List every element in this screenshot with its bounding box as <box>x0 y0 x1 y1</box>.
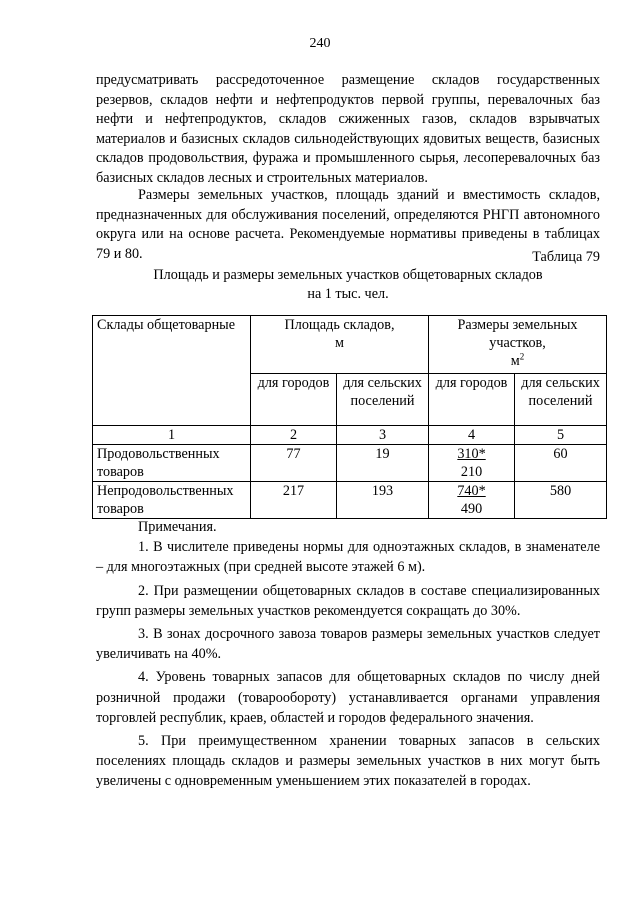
subheader-plot-rural: для сельских поселений <box>515 374 607 426</box>
table-label: Таблица 79 <box>532 249 600 265</box>
cell-area-city: 77 <box>251 445 337 482</box>
cell-area-rural: 193 <box>337 482 429 519</box>
page-number: 240 <box>309 36 331 51</box>
unit-superscript: 2 <box>519 351 525 362</box>
note-item: 5. При преимущественном хранении товарных запасов в сельских поселениях площадь складов и размеры земельных участков в них могут быть увеличены с одновременным уменьшением этих показателей в городах. <box>96 733 600 790</box>
subheader-area-rural: для сельских поселений <box>337 374 429 426</box>
cell-plot-rural: 580 <box>515 482 607 519</box>
paragraph-2: Размеры земельных участков, площадь зданий и вместимость складов, предназначенных для обслуживания поселений, определяются РНГП автономного округа или на основе расчета. Рекомендуемые нормативы приведены в таблицах 79 и 80. <box>96 187 600 262</box>
cell-plot-city <box>429 445 515 482</box>
unit-m: м <box>510 353 520 369</box>
header-plot-size-line-1: Размеры земельных <box>457 317 578 333</box>
cell-area-rural: 19 <box>337 445 429 482</box>
cell-plot-rural: 60 <box>515 445 607 482</box>
table-79 <box>92 315 607 519</box>
cell-plot-city <box>429 482 515 519</box>
table-caption <box>96 266 600 304</box>
table-row <box>93 482 607 519</box>
fraction-denominator: 210 <box>460 464 483 480</box>
table-row <box>93 445 607 482</box>
header-warehouse-area <box>251 316 429 374</box>
table-caption-line-2: на 1 тыс. чел. <box>307 286 389 302</box>
fraction-denominator: 490 <box>460 501 483 517</box>
fraction-numerator: 310* <box>457 446 486 462</box>
note-item: 1. В числителе приведены нормы для одноэтажных складов, в знаменателе – для многоэтажных (при средней высоте этажей 6 м). <box>96 539 600 576</box>
header-plot-size-unit <box>433 352 602 370</box>
subheader-area-cities: для городов <box>251 374 337 426</box>
col-number: 3 <box>337 426 429 445</box>
header-plot-size <box>429 316 607 374</box>
col-number: 1 <box>93 426 251 445</box>
note-item: 2. При размещении общетоварных складов в составе специализированных групп размеры земельных участков рекомендуется сокращать до 30%. <box>96 582 600 619</box>
fraction-numerator: 740* <box>457 483 486 499</box>
header-plot-size-line-2: участков, <box>489 335 546 351</box>
col-number: 2 <box>251 426 337 445</box>
col-number: 4 <box>429 426 515 445</box>
cell-area-city: 217 <box>251 482 337 519</box>
row-name: Непродовольственных товаров <box>93 482 251 519</box>
header-warehouse-area-line-2: м <box>335 335 344 351</box>
row-name: Продовольственных товаров <box>93 445 251 482</box>
header-warehouses: Склады общетоварные <box>93 316 251 426</box>
note-item: 3. В зонах досрочного завоза товаров размеры земельных участков следует увеличивать на 40%. <box>96 626 600 663</box>
subheader-plot-cities: для городов <box>429 374 515 426</box>
table-caption-line-1: Площадь и размеры земельных участков общетоварных складов <box>153 267 543 283</box>
col-number: 5 <box>515 426 607 445</box>
notes-title: Примечания. <box>138 519 217 535</box>
header-warehouse-area-line-1: Площадь складов, <box>284 317 395 333</box>
paragraph-1: предусматривать рассредоточенное размещение складов государственных резервов, складов нефти и нефтепродуктов первой группы, перевалочных баз нефти и нефтепродуктов, складов сжиженных газов, складов взрывчатых материалов и базисных складов сильнодействующих ядовитых веществ, базисных складов продовольствия, фуража и промышленного сырья, лесоперевалочных баз базисных складов лесных и строительных материалов. <box>96 72 600 186</box>
notes <box>96 517 600 792</box>
note-item: 4. Уровень товарных запасов для общетоварных складов по числу дней розничной продажи (товарообороту) устанавливается органами управления торговлей республик, краев, областей и городов федерального значения. <box>96 669 600 726</box>
